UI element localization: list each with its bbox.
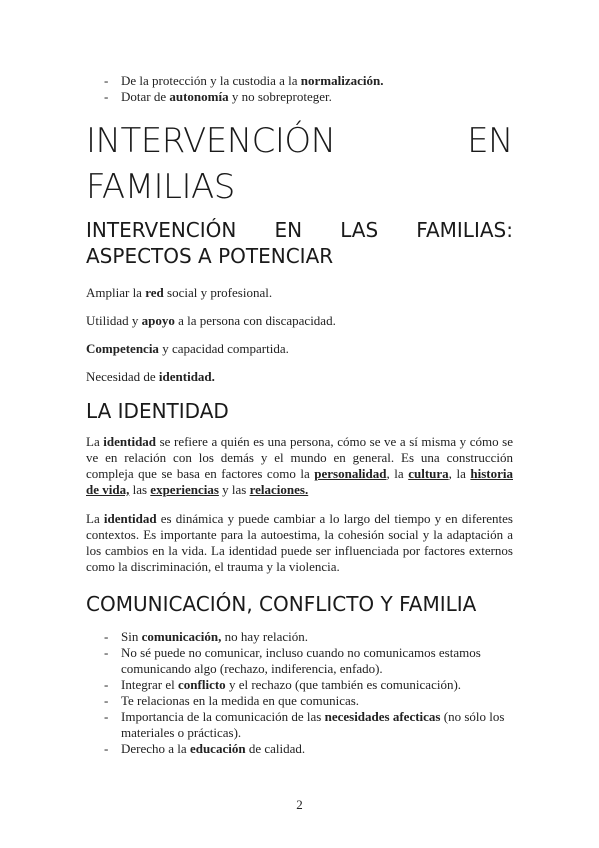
paragraph-identidad-need: Necesidad de identidad. bbox=[86, 369, 215, 384]
list-item: - Te relacionas en la medida en que comunicas. bbox=[104, 693, 360, 708]
paragraph-identidad-1: La identidad se refiere a quién es una persona, cómo se ve a sí misma y cómo se ve en relación con los demás y el mundo en general. Es una construcción compleja que se basa en factores como la personalidad, la cultura, la historia de vida, las experiencias y las relaciones. bbox=[86, 434, 513, 497]
heading-comunicacion: COMUNICACIÓN, CONFLICTO Y FAMILIA bbox=[86, 592, 477, 616]
page-number: 2 bbox=[296, 797, 303, 812]
paragraph-red: Ampliar la red social y profesional. bbox=[86, 285, 273, 300]
list-item: - Derecho a la educación de calidad. bbox=[104, 741, 306, 756]
list-item: - Dotar de autonomía y no sobreproteger. bbox=[104, 89, 332, 104]
list-item: - De la protección y la custodia a la normalización. bbox=[104, 73, 384, 88]
top-bullet-list bbox=[86, 73, 513, 105]
list-item: - Importancia de la comunicación de las necesidades afecticas (no sólo los materiales o prácticas). bbox=[104, 709, 505, 740]
list-item: - Sin comunicación, no hay relación. bbox=[104, 629, 309, 644]
heading-identidad: LA IDENTIDAD bbox=[86, 399, 229, 423]
heading-aspectos: INTERVENCIÓN EN LAS FAMILIAS: ASPECTOS A POTENCIAR bbox=[86, 218, 513, 268]
comunicacion-bullet-list bbox=[86, 629, 513, 757]
paragraph-competencia: Competencia y capacidad compartida. bbox=[86, 341, 289, 356]
list-item: - No sé puede no comunicar, incluso cuando no comunicamos estamos comunicando algo (rechazo, indiferencia, enfado). bbox=[104, 645, 481, 676]
paragraph-apoyo: Utilidad y apoyo a la persona con discapacidad. bbox=[86, 313, 336, 328]
list-item: - Integrar el conflicto y el rechazo (que también es comunicación). bbox=[104, 677, 462, 692]
paragraph-identidad-2: La identidad es dinámica y puede cambiar a lo largo del tiempo y en diferentes contextos. Es importante para la autoestima, la cohesión social y la adaptación a los cambios en la vida. La identidad puede ser influenciada por factores externos como la discriminación, el trauma y la violencia. bbox=[86, 511, 513, 574]
section-title-intervencion: INTERVENCIÓN EN FAMILIAS bbox=[86, 121, 513, 207]
